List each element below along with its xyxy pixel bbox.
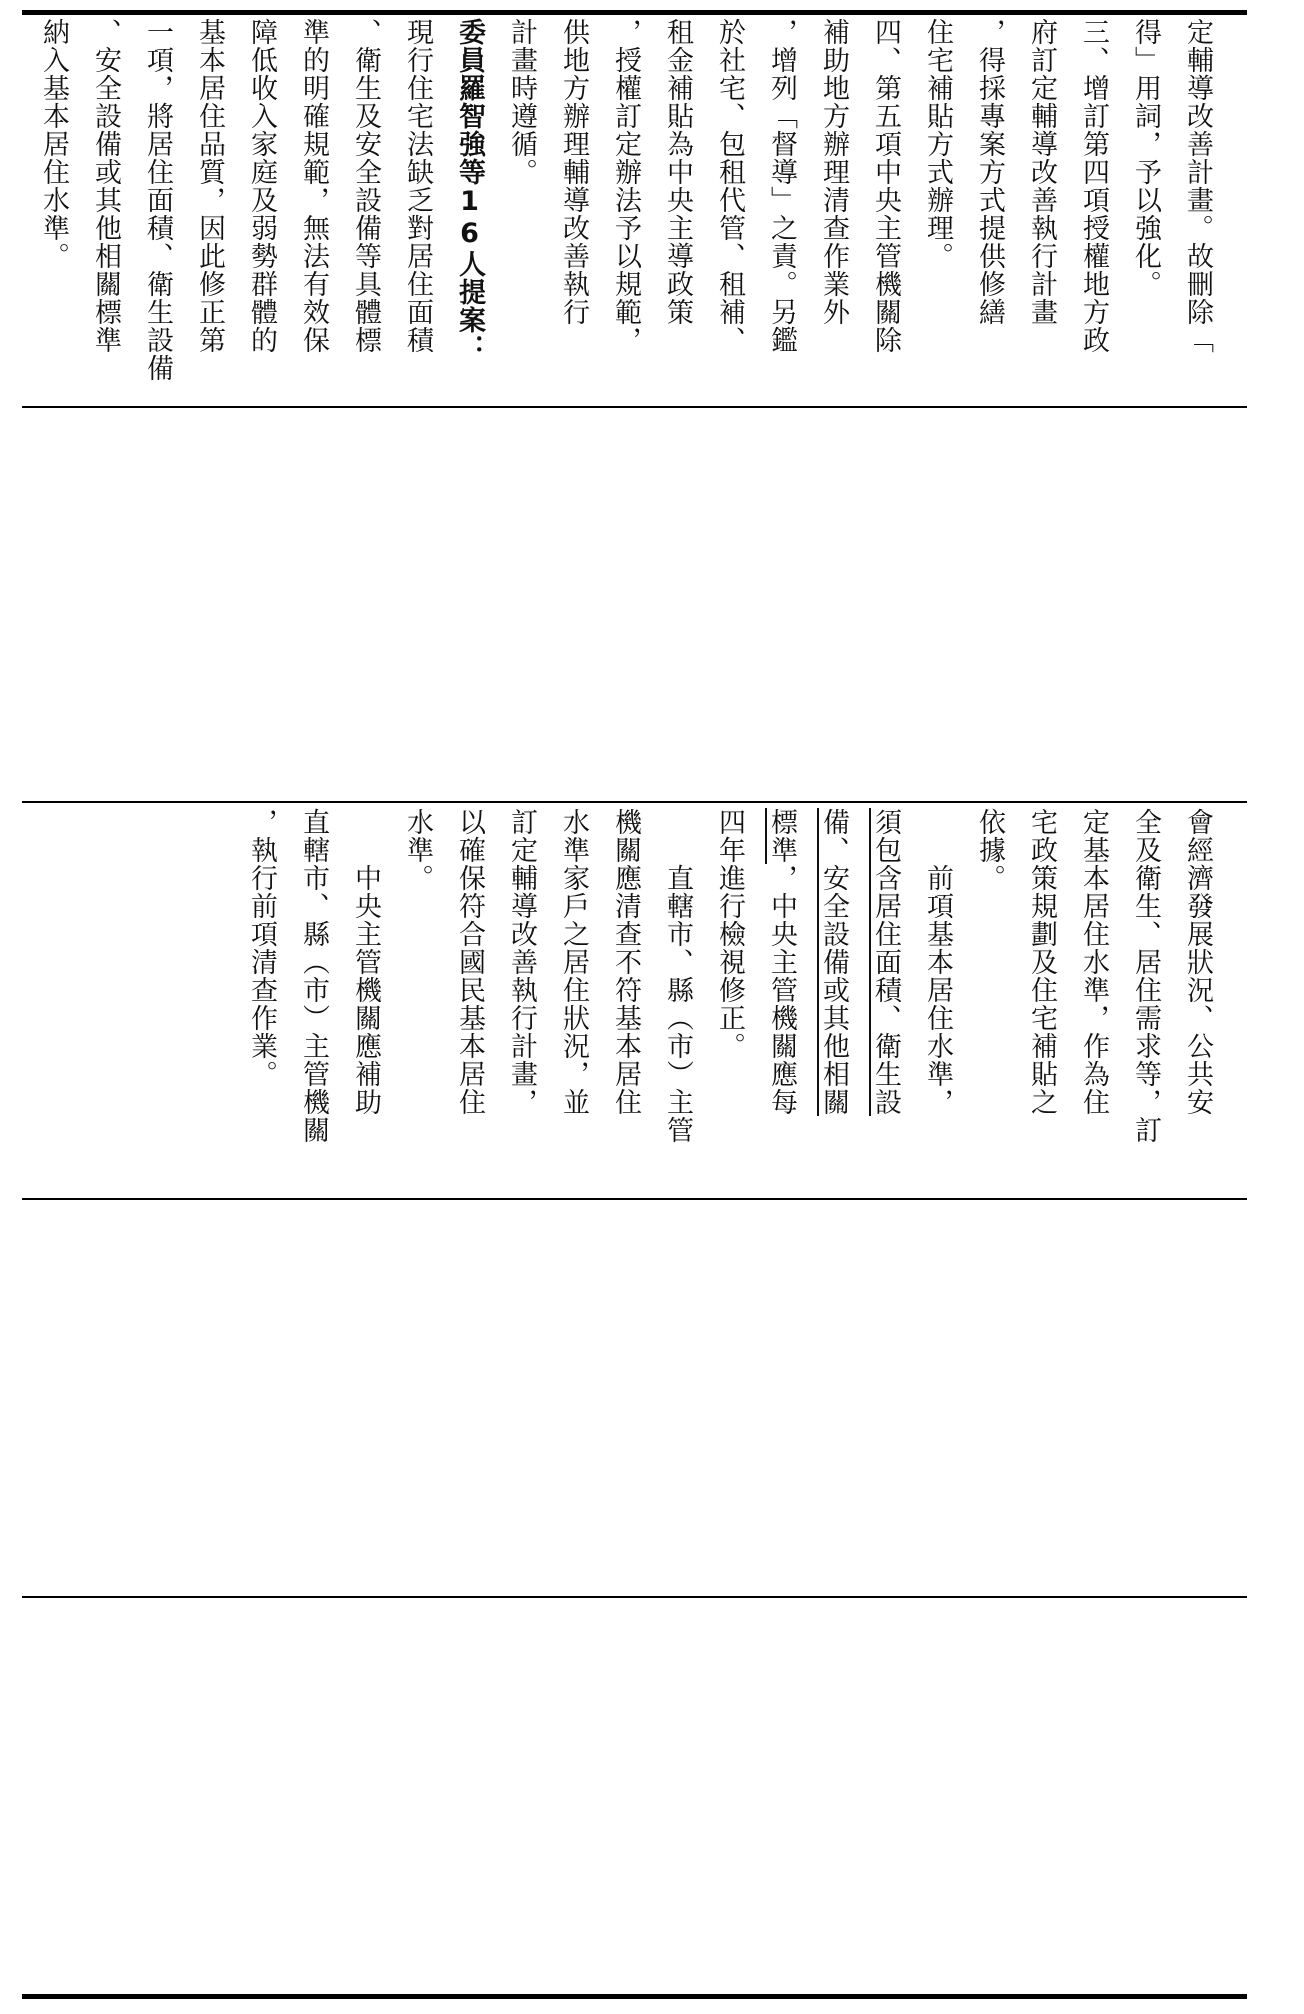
clause-line: 以確保符合國民基本居住: [454, 808, 485, 1116]
empty-cell-upper: [22, 410, 1247, 798]
clause-line: 四年進行檢視修正。: [714, 808, 745, 1060]
empty-cell-lower-2: [22, 1600, 1247, 1990]
explanation-line: 供地方辦理輔導改善執行: [558, 18, 589, 326]
explanation-line: 得」用詞，予以強化。: [1130, 18, 1161, 298]
clause-line: 標準，中央主管機關應每: [766, 808, 797, 1116]
clause-line: 定基本居住水準，作為住: [1078, 808, 1109, 1116]
explanation-line: 基本居住品質，因此修正第: [194, 18, 225, 354]
explanation-line: 府訂定輔導改善執行計畫: [1026, 18, 1057, 326]
clause-line: [807, 808, 859, 1194]
explanation-line: 於社宅、包租代管、租補、: [714, 18, 745, 354]
clause-line: 會經濟發展狀況、公共安: [1182, 808, 1213, 1116]
bottom-border-line: [22, 1994, 1247, 1999]
clause-line: 訂定輔導改善執行計畫，: [506, 808, 537, 1116]
explanation-line: 租金補貼為中央主導政策: [662, 18, 693, 326]
clause-line: 直轄市、縣（市）主管機關: [298, 808, 329, 1144]
clause-line: 宅政策規劃及住宅補貼之: [1026, 808, 1057, 1116]
underlined-amendment-text: 須包含居住面積、衛生設: [870, 808, 901, 1116]
explanation-line: 補助地方辦理清查作業外: [818, 18, 849, 326]
explanation-line: 定輔導改善計畫。故刪除「: [1182, 18, 1213, 354]
amended-clause-section: [22, 808, 1247, 1194]
explanation-line: 、衛生及安全設備等具體標: [350, 18, 381, 354]
divider-line-1: [22, 406, 1247, 408]
clause-line: 依據。: [974, 808, 1005, 892]
clause-line: 機關應清查不符基本居住: [610, 808, 641, 1116]
clause-line: 水準家戶之居住狀況，並: [558, 808, 589, 1116]
underlined-amendment-text: 標準: [766, 808, 797, 864]
explanation-line: 準的明確規範，無法有效保: [298, 18, 329, 354]
underlined-amendment-text: 備、安全設備或其他相關: [818, 808, 849, 1116]
explanation-line: ，授權訂定辦法予以規範，: [610, 18, 641, 354]
clause-line: [859, 808, 911, 1194]
explanation-line: 計畫時遵循。: [506, 18, 537, 186]
divider-line-2: [22, 801, 1247, 803]
clause-line: 前項基本居住水準，: [922, 808, 953, 1116]
top-border-line: [22, 10, 1247, 15]
divider-line-4: [22, 1596, 1247, 1598]
explanation-line: 一項，將居住面積、衛生設備: [142, 18, 173, 382]
divider-line-3: [22, 1198, 1247, 1200]
explanation-line: 三、增訂第四項授權地方政: [1078, 18, 1109, 354]
explanation-line: ，得採專案方式提供修繕: [974, 18, 1005, 326]
explanation-line: 納入基本居住水準。: [38, 18, 69, 270]
empty-cell-lower-1: [22, 1202, 1247, 1592]
explanation-line: 現行住宅法缺乏對居住面積: [402, 18, 433, 354]
explanation-text-column: [27, 18, 1223, 402]
amended-clause-text-column: [235, 808, 1223, 1194]
clause-line: ，執行前項清查作業。: [246, 808, 277, 1088]
clause-line: 水準。: [402, 808, 433, 892]
explanation-line: ，增列「督導」之責。另鑑: [766, 18, 797, 354]
explanation-line: 住宅補貼方式辦理。: [922, 18, 953, 270]
clause-line: 中央主管機關應補助: [350, 808, 381, 1116]
clause-line: 全及衛生、居住需求等，訂: [1130, 808, 1161, 1144]
explanation-section: [22, 18, 1247, 402]
explanation-line: 障低收入家庭及弱勢群體的: [246, 18, 277, 354]
explanation-line: 四、第五項中央主管機關除: [870, 18, 901, 354]
explanation-line: 、安全設備或其他相關標準: [90, 18, 121, 354]
clause-line: 直轄市、縣（市）主管: [662, 808, 693, 1144]
proposer-heading: 委員羅智強等16人提案：: [454, 18, 485, 362]
